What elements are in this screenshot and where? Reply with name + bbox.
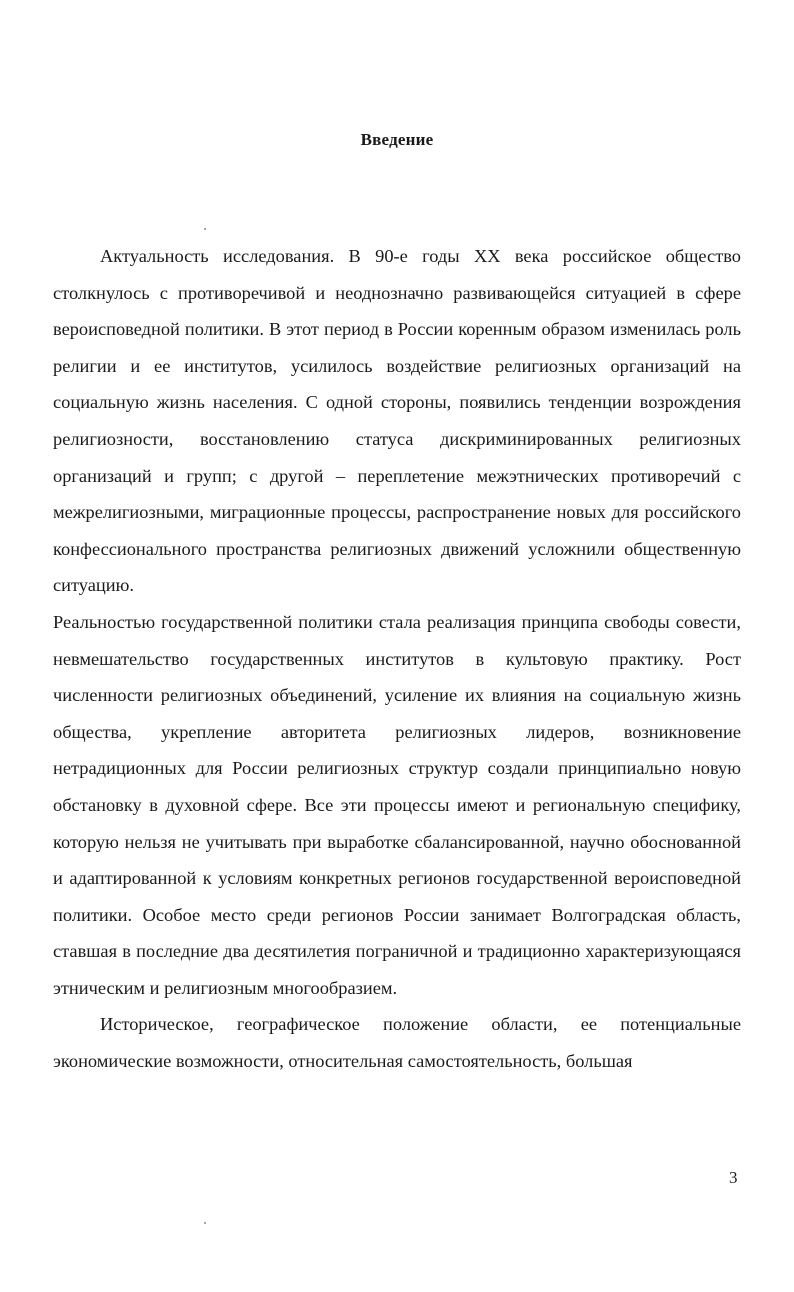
paragraph-state-policy: Реальностью государственной политики стала реализация принципа свободы совести, невмешательство государственных институтов в культовую практику. Рост численности религиозных объединений, усиление их влияния на социальную жизнь общества, укрепление авторитета религиозных лидеров, возникновение нетрадиционных для России религиозных структур создали принципиально новую обстановку в духовной сфере. Все эти процессы имеют и региональную специфику, которую нельзя не учитывать при выработке сбалансированной, научно обоснованной и адаптированной к условиям конкретных регионов государственной вероисповедной политики. Особое место среди регионов России занимает Волгоградская область, ставшая в последние два десятилетия пограничной и традиционно характеризующаяся этническим и религиозным многообразием.	[53, 611, 741, 998]
page-number: 3	[729, 1168, 738, 1187]
page-title: Введение	[360, 130, 434, 149]
paragraph-region-position: Историческое, географическое положение области, ее потенциальные экономические возможности, относительная самостоятельность, большая	[53, 1014, 741, 1072]
paragraph-relevance: Актуальность исследования. В 90-е годы XX века российское общество столкнулось с противоречивой и неоднозначно развивающейся ситуацией в сфере вероисповедной политики. В этот период в России коренным образом изменилась роль религии и ее институтов, усилилось воздействие религиозных организаций на социальную жизнь населения. С одной стороны, появились тенденции возрождения религиозности, восстановлению статуса дискриминированных религиозных организаций и групп; с другой – переплетение межэтнических противоречий с межрелигиозными, миграционные процессы, распространение новых для российского конфессионального пространства религиозных движений усложнили общественную ситуацию.	[53, 246, 741, 596]
scan-speck	[204, 228, 206, 230]
scan-speck	[204, 1222, 206, 1224]
body-text	[53, 238, 741, 1080]
